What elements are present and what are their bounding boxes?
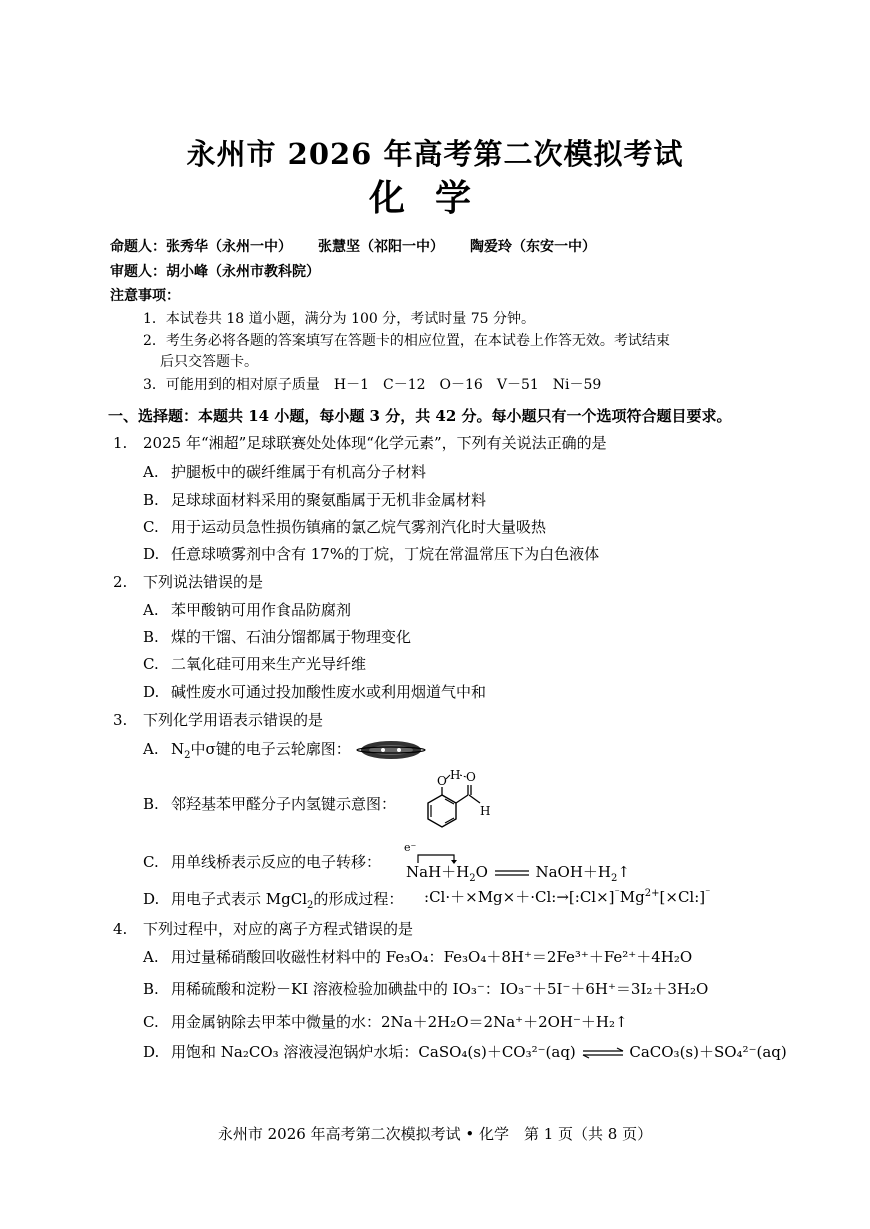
question-number: 4. — [113, 920, 128, 938]
question-number: 1. — [113, 434, 128, 452]
question-number: 2. — [113, 573, 128, 591]
hydrogen-label: H — [480, 804, 491, 818]
chlorine-ion: Cl — [677, 888, 695, 906]
question-4-stem — [113, 918, 413, 939]
charge: ⁻ — [705, 888, 711, 899]
section-1-heading: 一、选择题：本题共 14 小题，每小题 3 分，共 42 分。每小题只有一个选项符合题目要求。 — [108, 407, 732, 425]
chlorine-atom: Cl — [429, 888, 446, 906]
question-number: 3. — [113, 711, 128, 729]
page-footer: 永州市 2026 年高考第二次模拟考试 • 化学 第 1 页（共 8 页） — [217, 1125, 653, 1143]
q4-option-b — [143, 978, 708, 999]
option-text: 护腿板中的碳纤维属于有机高分子材料 — [171, 463, 427, 481]
mgcl2-electron-formula: $:Cl\cdot+\times Mg\times+\cdot Cl:\to[:Cl\times]^{^-}Mg^{2+}[\times Cl:]^{^-}$ — [424, 888, 711, 906]
option-text: 足球球面材料采用的聚氨酯属于无机非金属材料 — [171, 491, 487, 509]
option-text: 中σ键的电子云轮廓图： — [190, 740, 351, 758]
charge: 2+ — [644, 888, 660, 899]
option-text: 煤的干馏、石油分馏都属于物理变化 — [171, 628, 412, 646]
option-text: 用于运动员急性损伤镇痛的氯乙烷气雾剂汽化时大量吸热 — [171, 518, 547, 536]
setter-1: 张秀华（永州一中） — [166, 239, 292, 255]
notice-item-2-cont: 后只交答题卡。 — [160, 354, 258, 370]
ion-equation: IO₃⁻＋5I⁻＋6H⁺＝3I₂＋3H₂O — [499, 980, 709, 998]
setter-2: 张慧坚（祁阳一中） — [318, 239, 444, 255]
question-2-stem — [113, 571, 263, 592]
exam-subject: 化学 — [368, 177, 501, 219]
question-text: 下列说法错误的是 — [143, 573, 264, 591]
setter-label: 命题人： — [110, 239, 166, 255]
option-label: C. — [143, 655, 159, 673]
q4-option-d — [143, 1041, 787, 1062]
option-label: D. — [143, 545, 160, 563]
option-text: 碱性废水可通过投加酸性废水或利用烟道气中和 — [171, 683, 487, 701]
q3-option-a — [143, 737, 426, 763]
option-text: 邻羟基苯甲醛分子内氢键示意图： — [171, 795, 397, 813]
oxygen-label: O — [466, 770, 476, 784]
formula-text: N — [171, 740, 185, 758]
magnesium-atom: Mg — [477, 888, 503, 906]
exam-title: 永州市 2026 年高考第二次模拟考试 — [186, 137, 684, 171]
reviewer-label: 审题人： — [110, 264, 166, 280]
option-text: 的形成过程： — [313, 890, 404, 908]
subscript: 2 — [307, 900, 314, 911]
option-label: B. — [143, 980, 159, 998]
q3-option-b — [143, 793, 396, 814]
notice-item-1: 1．本试卷共 18 道小题，满分为 100 分，考试时量 75 分钟。 — [143, 311, 535, 327]
q1-option-a — [143, 461, 426, 482]
question-3-stem — [113, 709, 323, 730]
ion-equation: Fe₃O₄＋8H⁺＝2Fe³⁺＋Fe²⁺＋4H₂O — [443, 948, 693, 966]
oxygen-label: O — [437, 774, 447, 788]
q3-option-c — [143, 851, 381, 872]
q2-option-d — [143, 681, 486, 702]
option-label: D. — [143, 1043, 160, 1061]
option-text: 用单线桥表示反应的电子转移： — [171, 853, 382, 871]
reviewer-name: 胡小峰（永州市教科院） — [166, 264, 320, 280]
question-text: 下列化学用语表示错误的是 — [143, 711, 324, 729]
option-label: D. — [143, 890, 160, 908]
ion-equation-right: CaCO₃(s)＋SO₄²⁻(aq) — [629, 1043, 787, 1061]
equals-sign-icon — [493, 868, 531, 878]
option-label: C. — [143, 518, 159, 536]
equation-mid: O — [475, 863, 488, 881]
notice-item-2: 2．考生务必将各题的答案填写在答题卡的相应位置，在本试卷上作答无效。考试结束 — [143, 333, 670, 349]
q3-option-d — [143, 888, 403, 909]
option-label: A. — [143, 601, 159, 619]
sigma-orbital-icon — [356, 737, 426, 763]
subscript: 2 — [469, 873, 476, 884]
option-text: 用金属钠除去甲苯中微量的水： — [171, 1013, 382, 1031]
equation-left: NaH＋H — [406, 863, 470, 881]
question-text: 下列过程中，对应的离子方程式错误的是 — [143, 920, 414, 938]
ion-equation: 2Na＋2H₂O＝2Na⁺＋2OH⁻＋H₂↑ — [381, 1013, 628, 1031]
ion-equation-left: CaSO₄(s)＋CO₃²⁻(aq) — [418, 1043, 576, 1061]
subscript: 2 — [611, 873, 618, 884]
question-text: 2025 年“湘超”足球联赛处处体现“化学元素”，下列有关说法正确的是 — [143, 434, 607, 452]
chlorine-ion: Cl — [579, 888, 597, 906]
q1-option-d — [143, 543, 599, 564]
option-label: A. — [143, 463, 159, 481]
option-text: 用电子式表示 MgCl — [171, 890, 308, 908]
option-label: A. — [143, 740, 159, 758]
option-text: 苯甲酸钠可用作食品防腐剂 — [171, 601, 352, 619]
option-label: C. — [143, 853, 159, 871]
option-text: 二氧化硅可用来生产光导纤维 — [171, 655, 367, 673]
question-1-stem — [113, 432, 607, 453]
option-label: D. — [143, 683, 160, 701]
q2-option-a — [143, 599, 351, 620]
salicylaldehyde-structure-icon — [412, 765, 502, 833]
q4-option-a — [143, 946, 692, 967]
q2-option-c — [143, 653, 366, 674]
option-text: 任意球喷雾剂中含有 17%的丁烷，丁烷在常温常压下为白色液体 — [171, 545, 600, 563]
q3-c-equation — [406, 861, 630, 882]
option-label: A. — [143, 948, 159, 966]
notice-item-3: 3．可能用到的相对原子质量 H－1 C－12 O－16 V－51 Ni－59 — [143, 377, 602, 393]
q4-option-c — [143, 1011, 628, 1032]
option-label: B. — [143, 795, 159, 813]
magnesium-ion: Mg — [619, 888, 645, 906]
option-text: 用稀硫酸和淀粉－KI 溶液检验加碘盐中的 IO₃⁻： — [171, 980, 500, 998]
option-label: C. — [143, 1013, 159, 1031]
hydrogen-label: H — [450, 768, 461, 782]
gas-arrow: ↑ — [617, 863, 630, 881]
q1-option-c — [143, 516, 546, 537]
charge: ⁻ — [614, 888, 620, 899]
equilibrium-arrow-icon — [581, 1047, 625, 1059]
chlorine-atom: Cl — [535, 888, 552, 906]
notice-label: 注意事项： — [110, 288, 180, 304]
electron-transfer-label: e⁻ — [404, 841, 417, 854]
option-label: B. — [143, 628, 159, 646]
option-text: 用饱和 Na₂CO₃ 溶液浸泡锅炉水垢： — [171, 1043, 419, 1061]
setter-line — [110, 236, 596, 256]
reviewer-line — [110, 261, 320, 281]
subscript: 2 — [184, 750, 191, 761]
option-text: 用过量稀硝酸回收磁性材料中的 Fe₃O₄： — [171, 948, 444, 966]
q2-option-b — [143, 626, 411, 647]
q1-option-b — [143, 489, 486, 510]
setter-3: 陶爱玲（东安一中） — [470, 239, 596, 255]
equation-right: NaOH＋H — [535, 863, 612, 881]
option-label: B. — [143, 491, 159, 509]
